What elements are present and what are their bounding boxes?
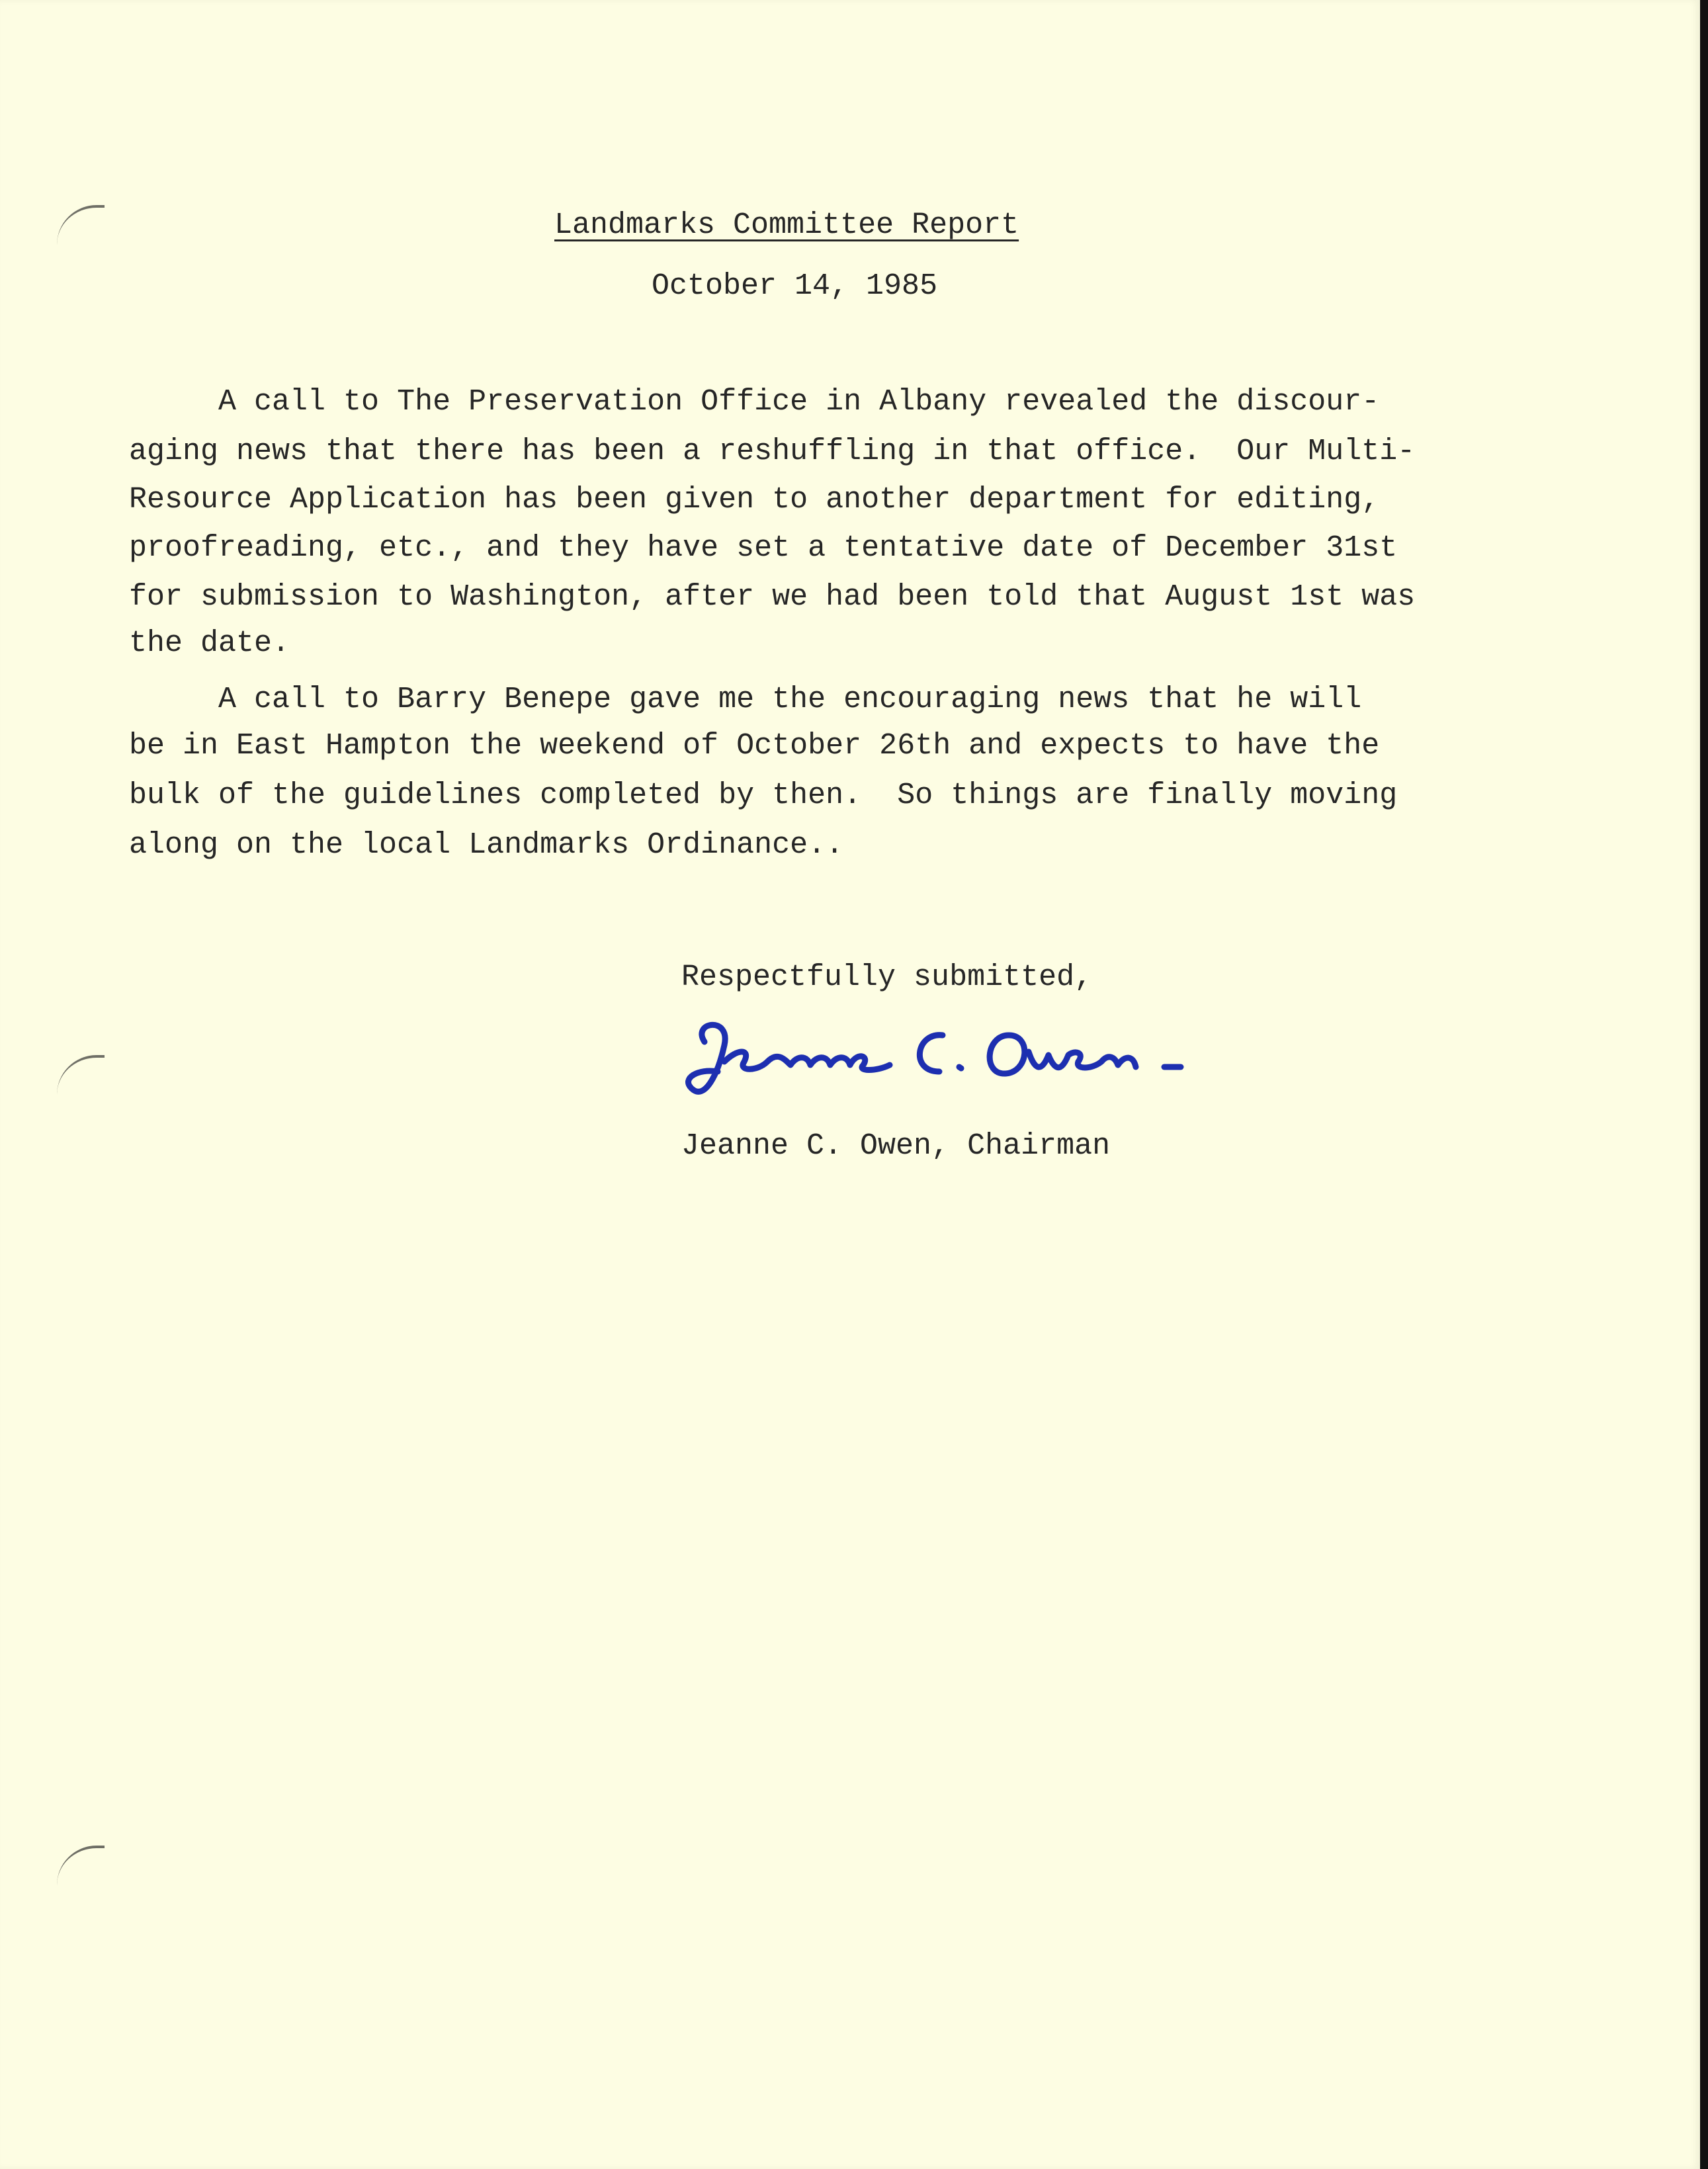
- binder-hole-middle: [57, 1055, 105, 1164]
- signature: [678, 1009, 1194, 1115]
- signer-name: Jeanne C. Owen, Chairman: [681, 1129, 1111, 1163]
- binder-hole-top: [57, 205, 105, 314]
- paragraph-2-line-3: bulk of the guidelines completed by then. So things are finally moving: [129, 779, 1398, 812]
- paragraph-1-line-6: the date.: [129, 626, 290, 660]
- closing-text: Respectfully submitted,: [681, 960, 1093, 994]
- paragraph-1-line-4: proofreading, etc., and they have set a tentative date of December 31st: [129, 531, 1398, 565]
- report-date: October 14, 1985: [652, 269, 938, 303]
- paragraph-1-line-5: for submission to Washington, after we had been told that August 1st was: [129, 580, 1416, 614]
- report-title: Landmarks Committee Report: [554, 208, 1019, 242]
- page-edge: [1700, 0, 1708, 2169]
- paragraph-1-line-3: Resource Application has been given to another department for editing,: [129, 483, 1380, 517]
- paragraph-1-line-1: A call to The Preservation Office in Albany revealed the discour-: [129, 385, 1380, 419]
- paragraph-1-line-2: aging news that there has been a reshuffling in that office. Our Multi-: [129, 435, 1416, 468]
- paragraph-2-line-4: along on the local Landmarks Ordinance..: [129, 828, 844, 862]
- binder-hole-bottom: [57, 1846, 105, 1954]
- paragraph-2-line-1: A call to Barry Benepe gave me the encouraging news that he will: [129, 683, 1362, 716]
- paragraph-2-line-2: be in East Hampton the weekend of October 26th and expects to have the: [129, 729, 1380, 763]
